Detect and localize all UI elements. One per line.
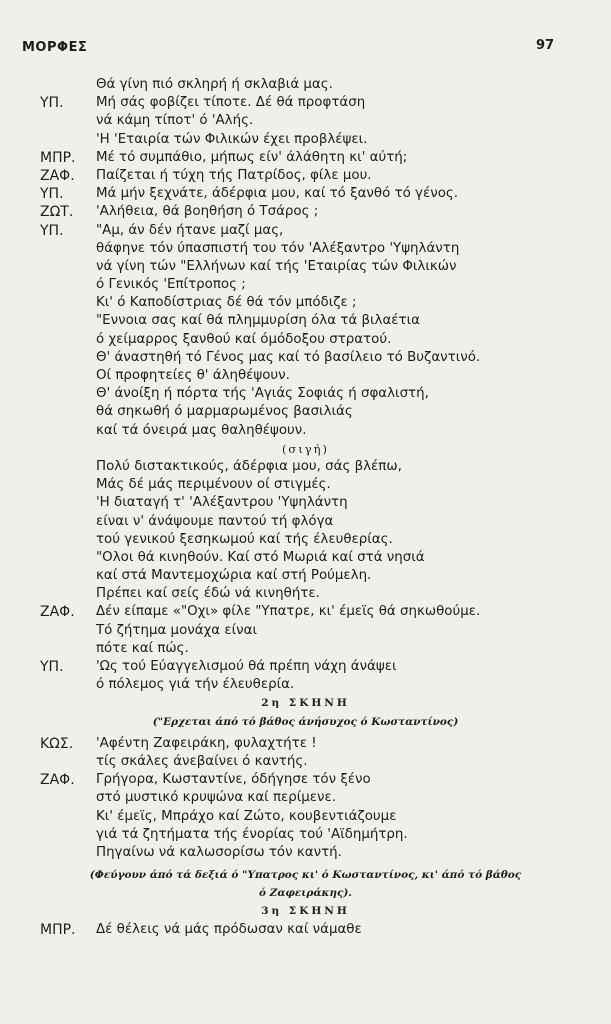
scene-heading: 2η ΣΚΗΝΗ <box>261 697 350 710</box>
speaker-label: ΥΠ. <box>40 659 64 675</box>
dialogue-line <box>0 203 611 221</box>
line-text: τίς σκάλες άνεβαίνει ό καντής. <box>96 753 308 769</box>
dialogue-line <box>0 735 611 753</box>
dialogue-line <box>0 112 611 130</box>
line-text: Μέ τό συμπάθιο, μήπως είν' άλάθητη κι' αύτή; <box>96 149 408 165</box>
scene-heading: 3η ΣΚΗΝΗ <box>261 905 350 918</box>
dialogue-line <box>0 131 611 149</box>
dialogue-line <box>0 349 611 367</box>
line-text: Μάς δέ μάς περιμένουν οί στιγμές. <box>96 477 331 493</box>
line-text: Μή σάς φοβίζει τίποτε. Δέ θά προφτάση <box>96 95 366 111</box>
dialogue-line <box>0 458 611 476</box>
line-text: θάφηνε τόν ύπασπιστή του τόν 'Αλέξαντρο 'Υψηλάντη <box>96 240 460 256</box>
dialogue-line <box>0 331 611 349</box>
line-text: "Εννοια σας καί θά πλημμυρίση όλα τά βιλαέτια <box>96 313 420 329</box>
dialogue-line <box>0 403 611 421</box>
stage-direction: ό Ζαφειράκης). <box>259 887 352 900</box>
dialogue-line <box>0 258 611 276</box>
dialogue-line <box>0 494 611 512</box>
dialogue-line <box>0 640 611 658</box>
line-text: 'Αλήθεια, θά βοηθήση ό Τσάρος ; <box>96 204 319 220</box>
line-text: νά κάμη τίποτ' ό 'Αλής. <box>96 113 254 129</box>
dialogue-line <box>0 531 611 549</box>
dialogue-line <box>0 476 611 494</box>
dialogue-line <box>0 753 611 771</box>
dialogue-line <box>0 676 611 694</box>
line-text: 'Η 'Εταιρία τών Φιλικών έχει προβλέψει. <box>96 131 368 147</box>
line-text: τού γενικού ξεσηκωμού καί τής έλευθερίας. <box>96 531 393 547</box>
line-text: Πηγαίνω νά καλωσορίσω τόν καντή. <box>96 844 342 860</box>
line-text: Θ' άναστηθή τό Γένος μας καί τό βασίλειο τό Βυζαντινό. <box>96 349 481 365</box>
stage-direction: ("Ερχεται άπό τό βάθος άνήσυχος ό Κωσταντίνος) <box>152 715 459 728</box>
line-text: Παίζεται ή τύχη τής Πατρίδος, φίλε μου. <box>96 167 372 183</box>
line-text: 'Ως τού Εύαγγελισμού θά πρέπη νάχη άνάψει <box>96 659 397 674</box>
line-text: ό Γενικός 'Επίτροπος ; <box>96 277 246 293</box>
dialogue-line <box>0 808 611 826</box>
dialogue-line <box>0 167 611 185</box>
dialogue-line <box>0 422 611 440</box>
dialogue-line <box>0 240 611 258</box>
dialogue-line <box>0 513 611 531</box>
line-text: ό χείμαρρος ξανθού καί όμόδοξου στρατού. <box>96 331 392 347</box>
dialogue-line <box>0 185 611 203</box>
dialogue-line <box>0 771 611 789</box>
line-text: Θ' άνοίξη ή πόρτα τής 'Αγιάς Σοφιάς ή σφαλιστή, <box>96 386 429 402</box>
dialogue-line <box>0 921 611 939</box>
speaker-label: ΖΩΤ. <box>40 204 74 221</box>
dialogue-line <box>0 312 611 330</box>
line-text: 'Η διαταγή τ' 'Αλέξαντρου 'Υψηλάντη <box>96 495 348 511</box>
line-text: "Ολοι θά κινηθούν. Καί στό Μωριά καί στά νησιά <box>96 549 425 565</box>
line-text: Πολύ διστακτικούς, άδέρφια μου, σάς βλέπω, <box>96 458 402 474</box>
dialogue-line <box>0 622 611 640</box>
speaker-label: ΚΩΣ. <box>40 735 74 752</box>
speaker-label: ΥΠ. <box>40 222 64 239</box>
line-text: καί στά Μαντεμοχώρια καί στή Ρούμελη. <box>96 568 372 584</box>
pause-direction: (σιγή) <box>281 441 330 456</box>
dialogue-line <box>0 276 611 294</box>
speaker-label: ΥΠ. <box>40 95 64 112</box>
line-text: ό πόλεμος γιά τήν έλευθερία. <box>96 677 295 693</box>
line-text: είναι ν' άνάψουμε παντού τή φλόγα <box>96 513 334 529</box>
line-text: Δέ θέλεις νά μάς πρόδωσαν καί νάμαθε <box>96 921 362 937</box>
dialogue-line <box>0 149 611 167</box>
dialogue-line <box>0 789 611 807</box>
line-text: Κι' ό Καποδίστριας δέ θά τόν μπόδιζε ; <box>96 295 357 311</box>
dialogue-line <box>0 658 611 676</box>
line-text: 'Αφέντη Ζαφειράκη, φυλαχτήτε ! <box>96 735 317 751</box>
line-text: καί τά όνειρά μας θαληθέψουν. <box>96 422 307 438</box>
line-text: θά σηκωθή ό μαρμαρωμένος βασιλιάς <box>96 404 353 420</box>
play-text <box>0 76 611 939</box>
line-text: Οί προφητείες θ' άληθέψουν. <box>96 368 290 383</box>
line-text: Δέν είπαμε «"Οχι» φίλε "Υπατρε, κι' έμεϊς θά σηκωθούμε. <box>96 604 481 620</box>
speaker-label: ΖΑΦ. <box>40 772 75 789</box>
dialogue-line <box>0 94 611 112</box>
dialogue-line <box>0 294 611 312</box>
dialogue-line <box>0 385 611 403</box>
dialogue-line <box>0 567 611 585</box>
line-text: Πρέπει καί σείς έδώ νά κινηθήτε. <box>96 586 320 602</box>
speaker-label: ΖΑΦ. <box>40 604 75 621</box>
speaker-label: ΥΠ. <box>40 186 64 203</box>
dialogue-line <box>0 826 611 844</box>
line-text: Μά μήν ξεχνάτε, άδέρφια μου, καί τό ξανθό τό γένος. <box>96 186 459 202</box>
dialogue-line <box>0 603 611 621</box>
line-text: νά γίνη τών "Ελλήνων καί τής 'Εταιρίας τών Φιλικών <box>96 258 457 274</box>
line-text: "Αμ, άν δέν ήτανε μαζί μας, <box>96 222 284 238</box>
dialogue-line <box>0 585 611 603</box>
dialogue-line <box>0 222 611 240</box>
line-text: γιά τά ζητήματα τής ένορίας τού 'Αϊδημήτρη. <box>96 826 408 842</box>
speaker-label: ΜΠΡ. <box>40 149 76 166</box>
speaker-label: ΜΠΡ. <box>40 921 76 938</box>
line-text: πότε καί πώς. <box>96 640 189 656</box>
line-text: Κι' έμεϊς, Μπράχο καί Ζώτο, κουβεντιάζουμε <box>96 808 397 824</box>
line-text: στό μυστικό κρυψώνα καί περίμενε. <box>96 790 337 806</box>
page-number: 97 <box>536 38 555 53</box>
running-title: ΜΟΡΦΕΣ <box>22 40 88 55</box>
dialogue-line <box>0 367 611 385</box>
dialogue-line <box>0 76 611 94</box>
dialogue-line <box>0 549 611 567</box>
line-text: Τό ζήτημα μονάχα είναι <box>96 622 257 638</box>
dialogue-line <box>0 844 611 862</box>
line-text: Γρήγορα, Κωσταντίνε, όδήγησε τόν ξένο <box>96 772 371 788</box>
stage-direction: (Φεύγουν άπό τά δεξιά ό "Υπατρος κι' ό Κωσταντίνος, κι' άπό τό βάθος <box>89 869 522 882</box>
line-text: Θά γίνη πιό σκληρή ή σκλαβιά μας. <box>96 77 333 92</box>
speaker-label: ΖΑΦ. <box>40 167 75 184</box>
